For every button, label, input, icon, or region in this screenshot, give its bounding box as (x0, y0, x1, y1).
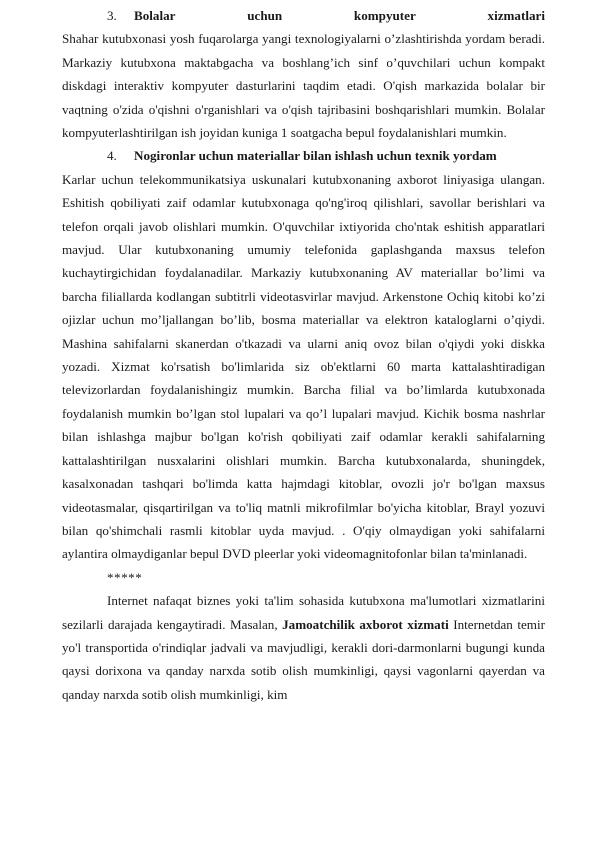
section-number: 3. (107, 8, 117, 23)
closing-text-end: Internetdan temir yo'l transportida o'rindiqlar jadvali va mavjudligi, kerakli dori-darmonlarni bugungi kunda qaysi dorixona va qanday narxda sotib olish mumkinligi, qaysi vagonlarni qayerdan va qanday narxda sotib olish mumkinligi, kim (62, 616, 545, 702)
closing-paragraph (62, 589, 545, 706)
section-title (134, 4, 545, 27)
document-page (62, 0, 545, 706)
separator: ***** (107, 569, 143, 585)
title-word: uchun (247, 8, 283, 23)
section-4-body: Karlar uchun telekommunikatsiya uskunalari kutubxonaning axborot liniyasiga ulangan. Eshitish qobiliyati zaif odamlar kutubxonaga qo'ng'iroq qilishlari, savollar berishlari va telefon orqali javob olishlari mumkin. O'quvchilar ixtiyorida cho'ntak eshitish apparatlari mavjud. Ular kutubxonaning umumiy telefonida gaplashganda maxsus telefon kuchaytirgichidan foydalanadilar. Markaziy kutubxonaning AV materiallar bo’limi va barcha filiallarda kodlangan subtitrli videotasvirlar mavjud. Arkenstone Ochiq kitobi ko’zi ojizlar uchun mo’ljallangan bo’lib, bosma materiallar va elektron kataloglarni o’qiydi. Mashina sahifalarni skanerdan o'tkazadi va ularni aniq ovoz bilan o'qiydi yoki diskka yozadi. Xizmat ko'rsatish bo'limlarida siz ob'ektlarni 60 marta kattalashtiradigan televizorlardan foydalanishingiz mumkin. Barcha filial va bo’limlarda kutubxonada foydalanish mumkin bo’lgan stol lupalari va qo’l lupalari mavjud. Kichik bosma nashrlar bilan ishlashga majbur bo'lgan ko'rish qobiliyati zaif odamlar kerakli sahifalarning kattalashtirilgan nusxalarini olishlari mumkin. Barcha kutubxonalarda, shuningdek, kasalxonadan tashqari bo'limda katta hajmdagi kitoblar, ovozli jo'r bo'lgan maxsus videotasmalar, qisqartirilgan va to'liq matnli mikrofilmlar bo'yicha kitoblar, Brayl yozuvi bilan qo'shimchali rasmli kitoblar uyda mavjud. . O'qiy olmaydigan yoki sahifalarni aylantira olmaydiganlar bepul DVD pleerlar yoki videomagnitofonlar bilan ta'minlanadi. (62, 171, 545, 562)
section-3-body: Shahar kutubxonasi yosh fuqarolarga yangi texnologiyalarni o’zlashtirishda yordam beradi. Markaziy kutubxona maktabgacha va boshlang’ich sinf o’quvchilari uchun kompakt diskdagi interaktiv kompyuter dasturlarini taqdim etadi. O'qish markazida bolalar bir vaqtning o'zida o'qishni o'rganishlari va o'qish tajribasini boshqarishlari mumkin. Bolalar kompyuterlashtirilgan ish joyidan kuniga 1 soatgacha bepul foydalanishlari mumkin. (62, 31, 545, 141)
section-number: 4. (107, 148, 117, 164)
section-3-heading (62, 4, 545, 27)
service-name: Jamoatchilik axborot xizmati (282, 616, 449, 632)
section-title: Nogironlar uchun materiallar bilan ishlash uchun texnik yordam (134, 148, 497, 164)
section-4-heading (62, 144, 545, 167)
title-word: Bolalar (134, 8, 176, 23)
closing-text-start: Internet nafaqat biznes yoki ta'lim sohasida kutubxona ma'lumotlari xizmatlarini sezilarli darajada kengaytiradi. Masalan, (62, 593, 545, 632)
title-word: kompyuter (353, 8, 416, 23)
title-word: xizmatlari (487, 8, 545, 23)
